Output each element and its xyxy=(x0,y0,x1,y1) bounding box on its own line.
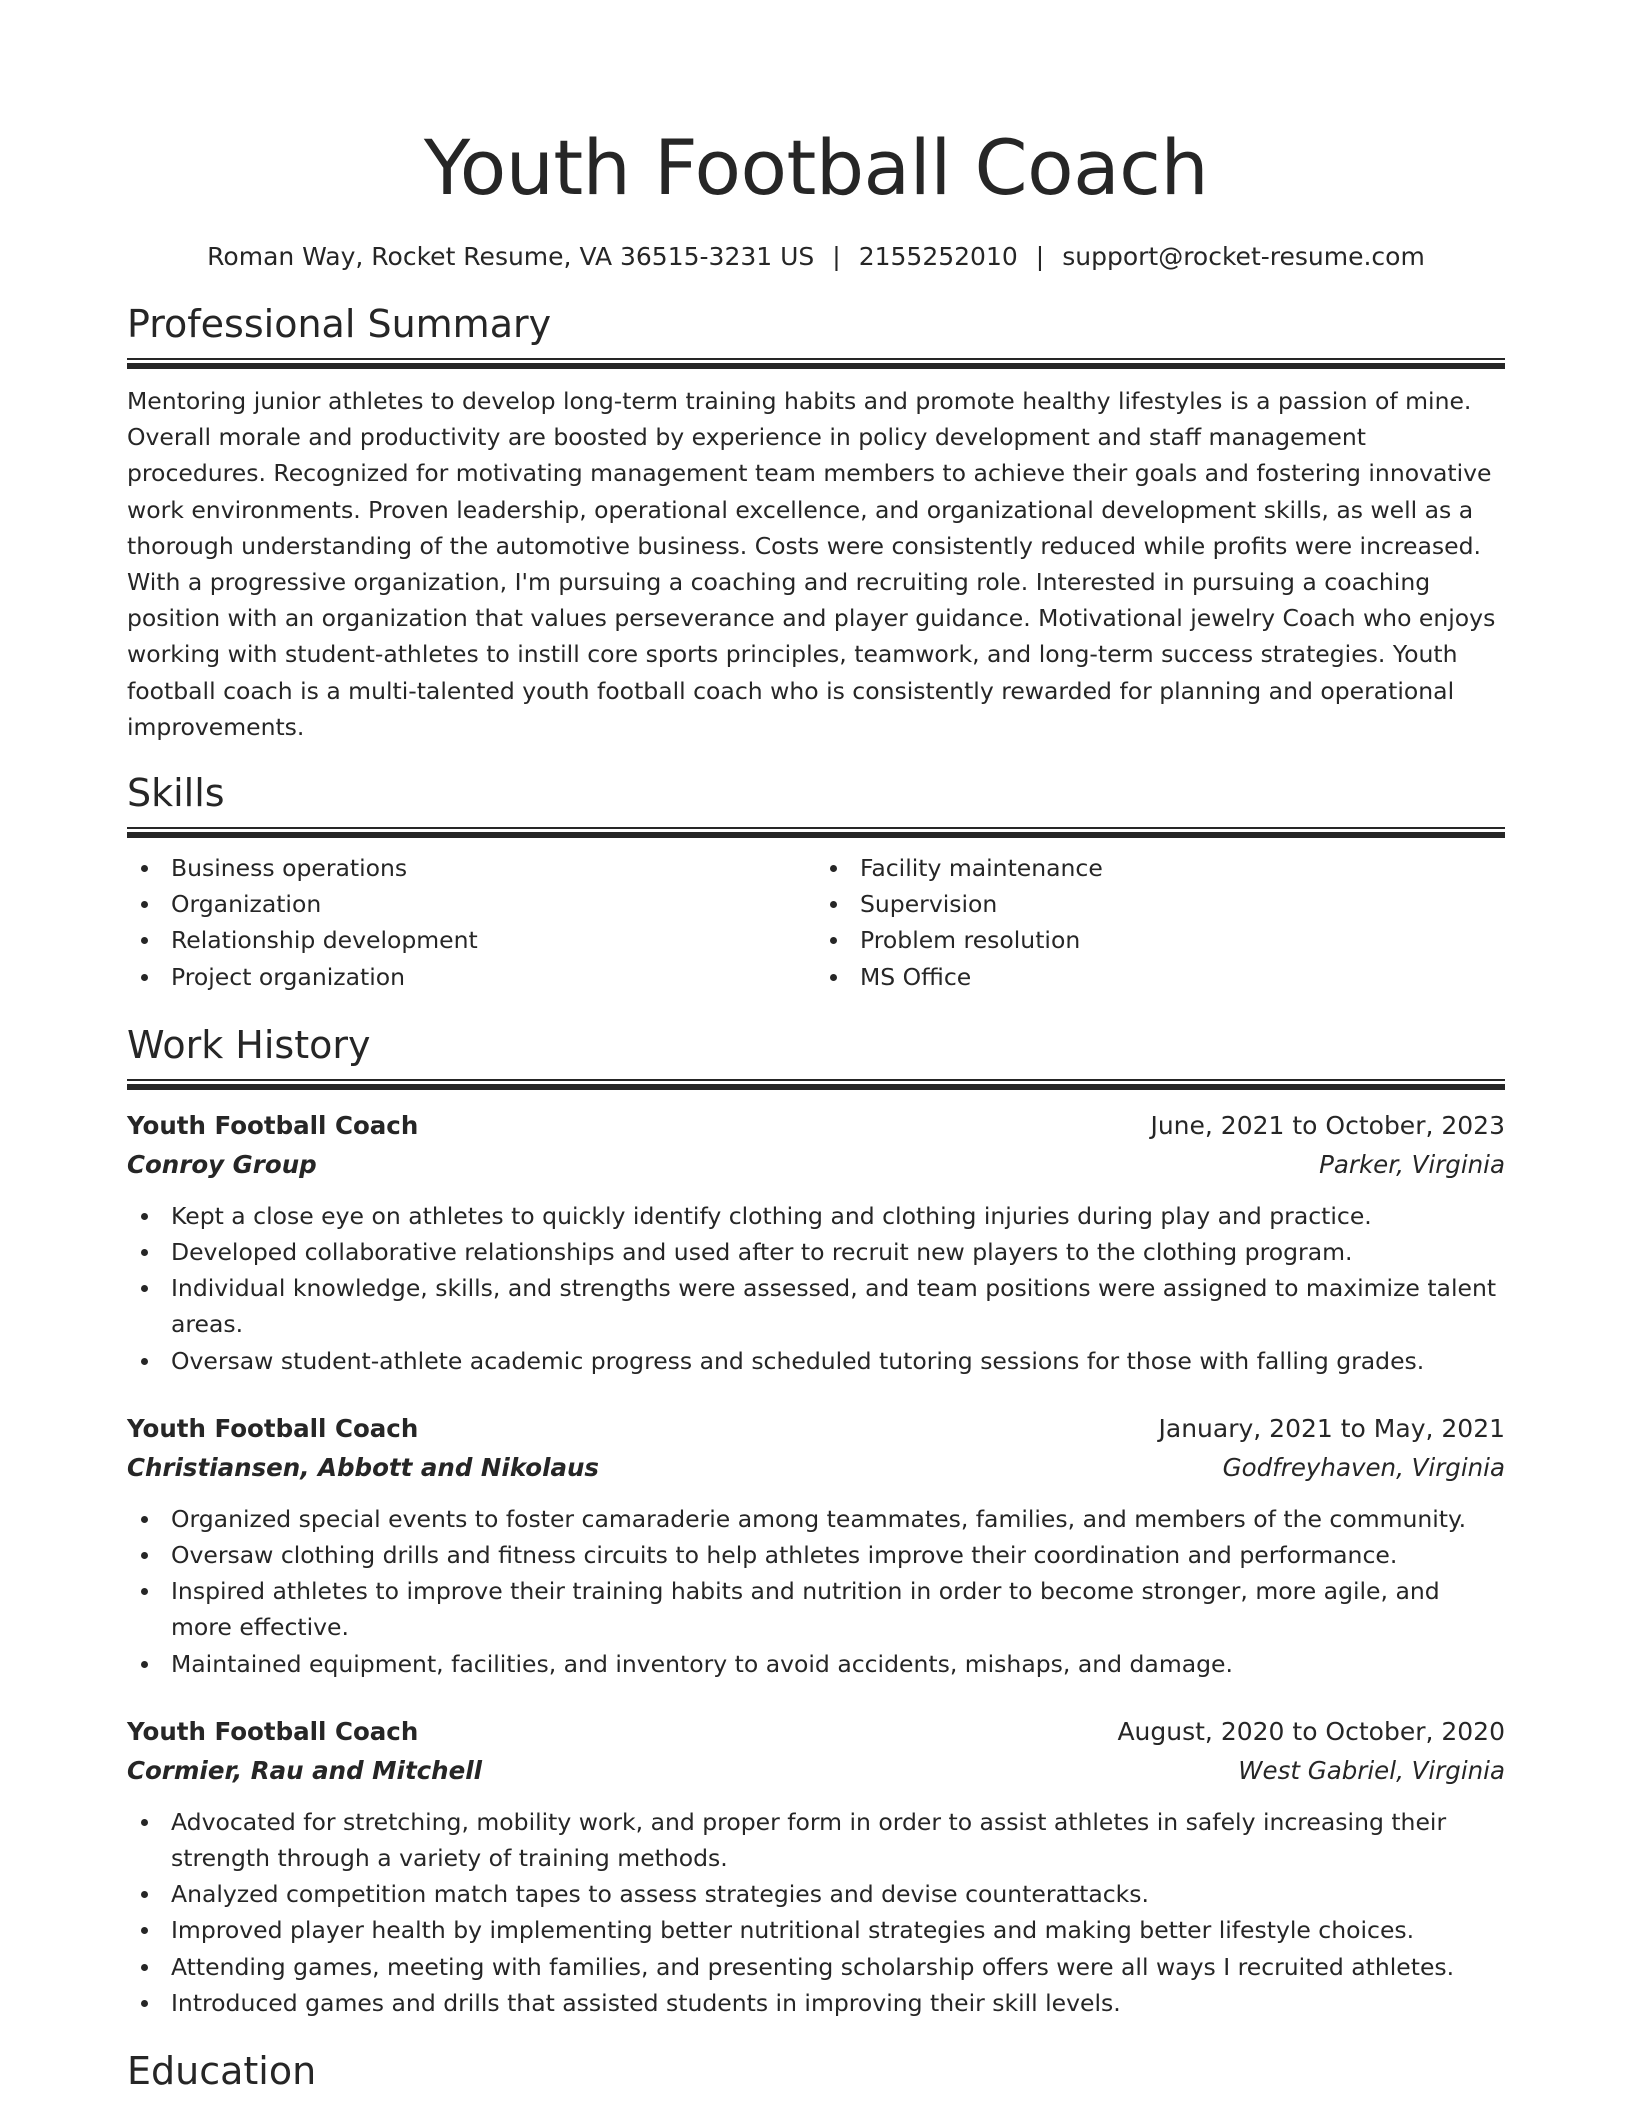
skill-item: MS Office xyxy=(816,959,1505,995)
education-section xyxy=(127,2047,1505,2095)
job-bullet: Attending games, meeting with families, and presenting scholarship offers were all ways I recruited athletes. xyxy=(127,1949,1505,1985)
job-company: Conroy Group xyxy=(127,1149,317,1179)
skills-column-right xyxy=(816,850,1505,995)
job-entry xyxy=(127,1106,1505,1379)
summary-section xyxy=(127,300,1505,745)
contact-address: Roman Way, Rocket Resume, VA 36515-3231 US xyxy=(207,242,815,271)
contact-separator: | xyxy=(832,242,841,271)
job-title: Youth Football Coach xyxy=(127,1716,419,1746)
skills-list xyxy=(127,850,1505,995)
section-rule xyxy=(127,827,1505,838)
job-bullet: Analyzed competition match tapes to assess strategies and devise counterattacks. xyxy=(127,1876,1505,1912)
job-location: Godfreyhaven, Virginia xyxy=(1222,1452,1505,1482)
job-title: Youth Football Coach xyxy=(127,1110,419,1140)
work-history-section xyxy=(127,1021,1505,2021)
contact-email: support@rocket-resume.com xyxy=(1062,242,1425,271)
job-bullets xyxy=(127,1198,1505,1379)
job-company: Cormier, Rau and Mitchell xyxy=(127,1755,483,1785)
job-bullet: Organized special events to foster camaraderie among teammates, families, and members of the community. xyxy=(127,1501,1505,1537)
job-bullet: Introduced games and drills that assisted students in improving their skill levels. xyxy=(127,1985,1505,2021)
job-company-row xyxy=(127,1752,1505,1790)
skills-section xyxy=(127,769,1505,995)
skill-item: Relationship development xyxy=(127,922,816,958)
job-location: West Gabriel, Virginia xyxy=(1238,1755,1505,1785)
skill-item: Organization xyxy=(127,886,816,922)
job-title: Youth Football Coach xyxy=(127,1413,419,1443)
job-bullet: Oversaw student-athlete academic progress and scheduled tutoring sessions for those with falling grades. xyxy=(127,1343,1505,1379)
job-bullet: Inspired athletes to improve their training habits and nutrition in order to become stronger, more agile, and more effective. xyxy=(127,1573,1505,1645)
skill-item: Facility maintenance xyxy=(816,850,1505,886)
job-bullets xyxy=(127,1804,1505,2021)
section-rule xyxy=(127,358,1505,369)
job-bullet: Kept a close eye on athletes to quickly identify clothing and clothing injuries during play and practice. xyxy=(127,1198,1505,1234)
contact-phone: 2155252010 xyxy=(858,242,1018,271)
contact-line xyxy=(127,240,1505,274)
job-location: Parker, Virginia xyxy=(1319,1149,1505,1179)
skill-item: Problem resolution xyxy=(816,922,1505,958)
job-entry xyxy=(127,1712,1505,2021)
skill-item: Business operations xyxy=(127,850,816,886)
contact-separator: | xyxy=(1035,242,1045,271)
skill-item: Supervision xyxy=(816,886,1505,922)
job-company-row xyxy=(127,1146,1505,1184)
job-header-row xyxy=(127,1106,1505,1146)
job-company: Christiansen, Abbott and Nikolaus xyxy=(127,1452,600,1482)
job-entry xyxy=(127,1409,1505,1682)
job-bullets xyxy=(127,1501,1505,1682)
job-bullet: Oversaw clothing drills and fitness circuits to help athletes improve their coordination and performance. xyxy=(127,1537,1505,1573)
job-bullet: Advocated for stretching, mobility work, and proper form in order to assist athletes in safely increasing their strength through a variety of training methods. xyxy=(127,1804,1505,1876)
job-bullet: Individual knowledge, skills, and strengths were assessed, and team positions were assigned to maximize talent areas. xyxy=(127,1270,1505,1342)
education-heading: Education xyxy=(127,2049,317,2094)
job-header-row xyxy=(127,1712,1505,1752)
summary-heading: Professional Summary xyxy=(127,302,552,346)
skill-item: Project organization xyxy=(127,959,816,995)
section-rule xyxy=(127,1079,1505,1090)
job-bullet: Improved player health by implementing better nutritional strategies and making better lifestyle choices. xyxy=(127,1912,1505,1948)
job-dates: January, 2021 to May, 2021 xyxy=(1158,1413,1505,1443)
job-dates: August, 2020 to October, 2020 xyxy=(1117,1716,1505,1746)
job-dates: June, 2021 to October, 2023 xyxy=(1150,1110,1505,1140)
job-header-row xyxy=(127,1409,1505,1449)
skills-column-left xyxy=(127,850,816,995)
resume-name: Youth Football Coach xyxy=(423,123,1209,212)
job-company-row xyxy=(127,1449,1505,1487)
job-bullet: Maintained equipment, facilities, and inventory to avoid accidents, mishaps, and damage. xyxy=(127,1646,1505,1682)
summary-text: Mentoring junior athletes to develop long-term training habits and promote healthy lifestyles is a passion of mine. Overall morale and productivity are boosted by experience in policy development and staff management procedures. Recognized for motivating management team members to achieve their goals and fostering innovative work environments. Proven leadership, operational excellence, and organizational development skills, as well as a thorough understanding of the automotive business. Costs were consistently reduced while profits were increased. With a progressive organization, I'm pursuing a coaching and recruiting role. Interested in pursuing a coaching position with an organization that values perseverance and player guidance. Motivational jewelry Coach who enjoys working with student-athletes to instill core sports principles, teamwork, and long-term success strategies. Youth football coach is a multi-talented youth football coach who is consistently rewarded for planning and operational improvements. xyxy=(127,387,1496,741)
skills-heading: Skills xyxy=(127,771,225,816)
work-history-heading: Work History xyxy=(127,1022,371,1067)
job-bullet: Developed collaborative relationships and used after to recruit new players to the clothing program. xyxy=(127,1234,1505,1270)
